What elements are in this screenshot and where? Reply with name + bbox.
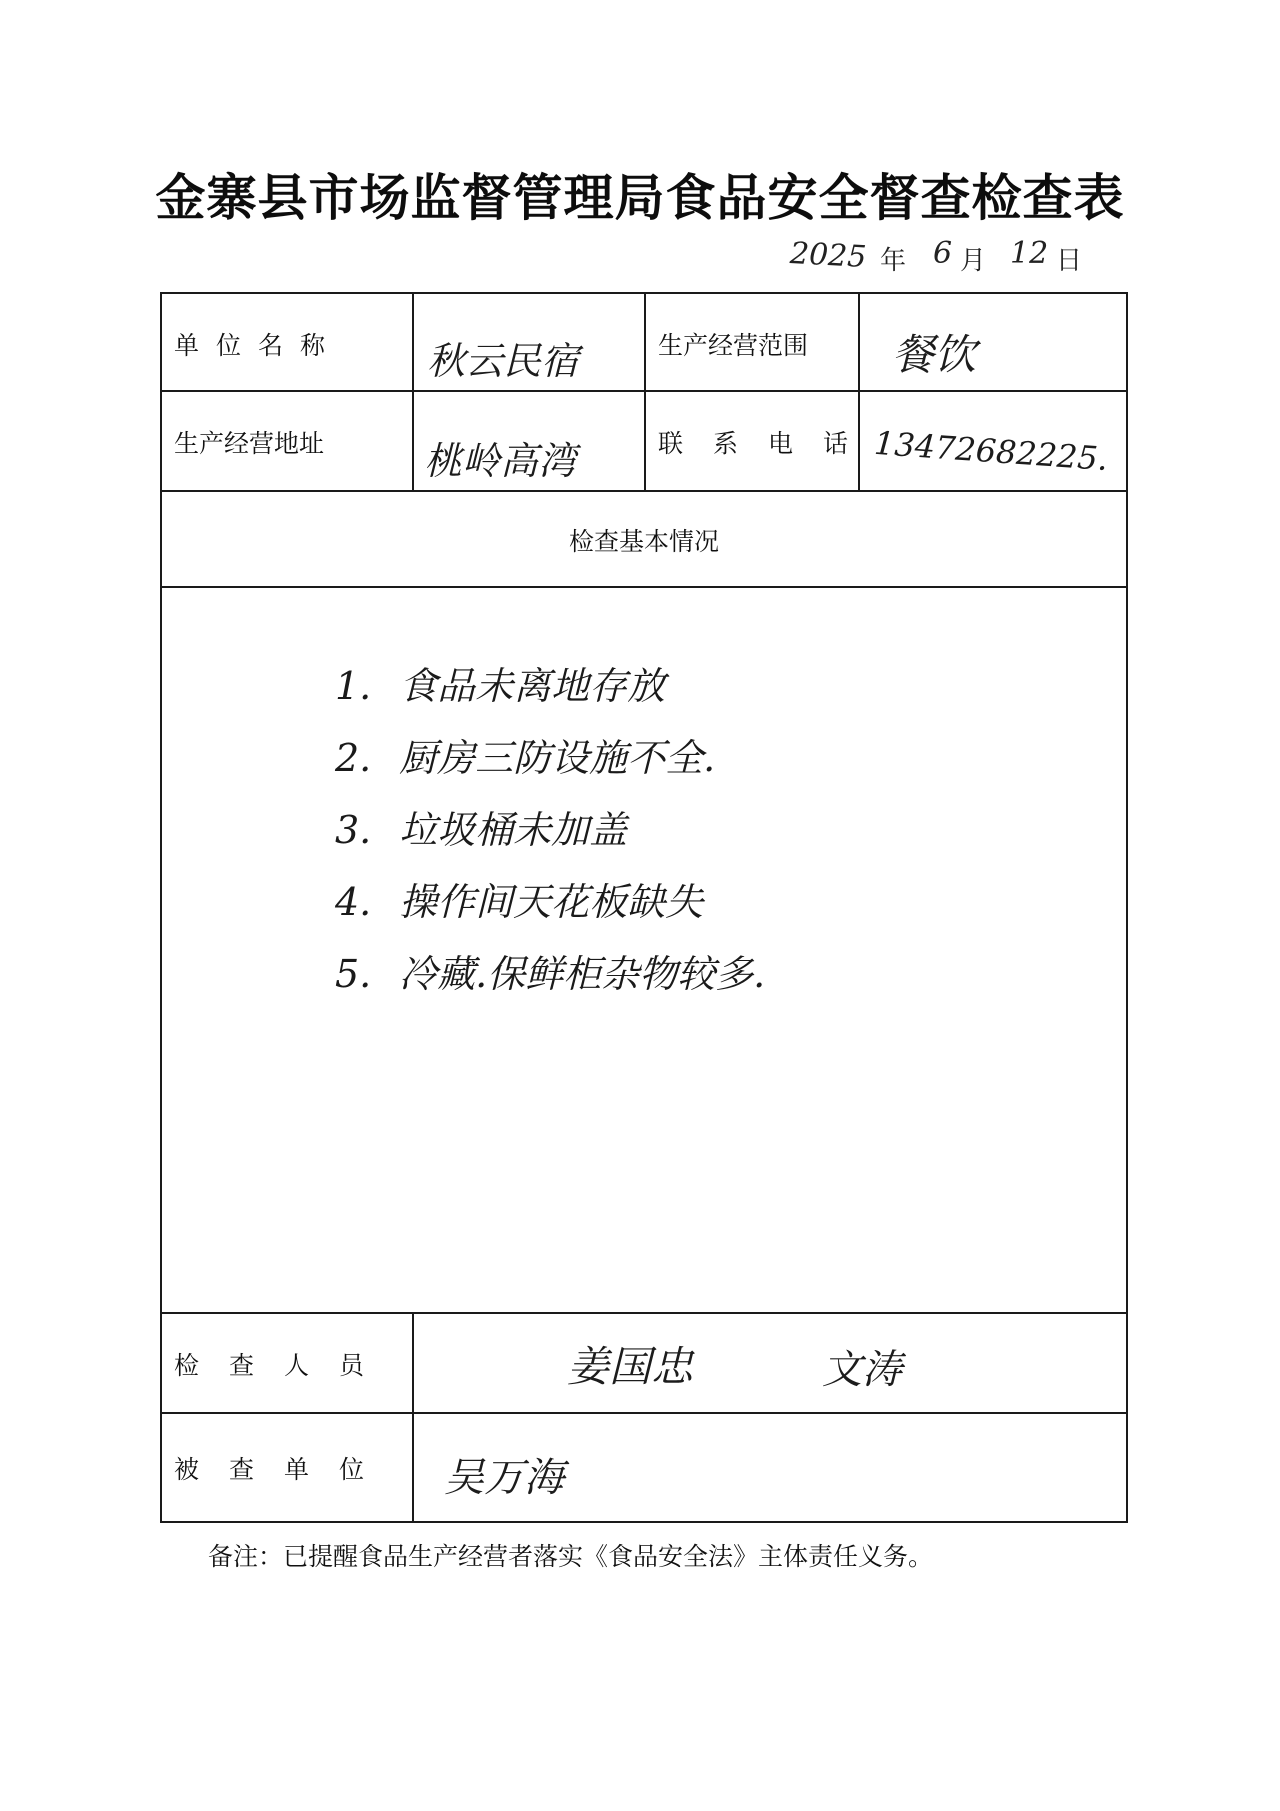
row-divider xyxy=(162,490,1126,492)
phone-value: 13472682225. xyxy=(872,423,1110,479)
date-day-unit: 日 xyxy=(1056,246,1083,276)
scope-label: 生产经营范围 xyxy=(658,331,809,360)
footer-note: 备注：已提醒食品生产经营者落实《食品安全法》主体责任义务。 xyxy=(208,1542,934,1571)
date-month: 6 xyxy=(933,236,953,271)
form-title: 金寨县市场监督管理局食品安全督查检查表 xyxy=(155,169,1125,227)
issue-item xyxy=(335,794,765,866)
column-divider xyxy=(858,294,860,490)
date-year: 2025 xyxy=(789,236,868,275)
issue-list xyxy=(335,650,765,1010)
issue-item xyxy=(335,938,765,1010)
issue-text: 冷藏.保鲜柜杂物较多. xyxy=(399,952,766,996)
issue-number: 1. xyxy=(335,664,372,708)
inspection-heading: 检查基本情况 xyxy=(568,527,719,556)
issue-item xyxy=(335,722,765,794)
row-divider xyxy=(162,586,1126,588)
unit-name-value: 秋云民宿 xyxy=(427,339,580,383)
address-label: 生产经营地址 xyxy=(174,429,325,458)
issue-text: 操作间天花板缺失 xyxy=(399,880,704,924)
inspector-signature-2: 文涛 xyxy=(822,1347,902,1393)
inspector-label: 检查人员 xyxy=(174,1351,395,1380)
phone-label: 联系电话 xyxy=(658,429,879,458)
issue-number: 2. xyxy=(335,736,372,780)
issue-item xyxy=(335,650,765,722)
inspected-unit-label: 被查单位 xyxy=(174,1455,395,1484)
date-month-unit: 月 xyxy=(960,246,987,276)
address-value: 桃岭高湾 xyxy=(424,439,577,483)
column-divider xyxy=(412,294,414,490)
scope-value: 餐饮 xyxy=(892,330,977,379)
issue-text: 食品未离地存放 xyxy=(399,664,666,708)
handwritten-date xyxy=(790,238,1090,278)
date-day: 12 xyxy=(1010,236,1049,271)
issue-text: 厨房三防设施不全. xyxy=(399,736,716,780)
issue-item xyxy=(335,866,765,938)
unit-name-label: 单位名称 xyxy=(174,331,343,360)
issue-number: 5. xyxy=(335,952,372,996)
inspected-unit-signature: 吴万海 xyxy=(444,1455,564,1501)
column-divider xyxy=(644,294,646,490)
issue-number: 4. xyxy=(335,880,372,924)
date-year-unit: 年 xyxy=(880,246,907,276)
row-divider xyxy=(162,1412,1126,1414)
row-divider xyxy=(162,1312,1126,1314)
inspector-signature-1: 姜国忠 xyxy=(567,1342,694,1391)
issue-number: 3. xyxy=(335,808,372,852)
column-divider xyxy=(412,1312,414,1522)
issue-text: 垃圾桶未加盖 xyxy=(399,808,628,852)
